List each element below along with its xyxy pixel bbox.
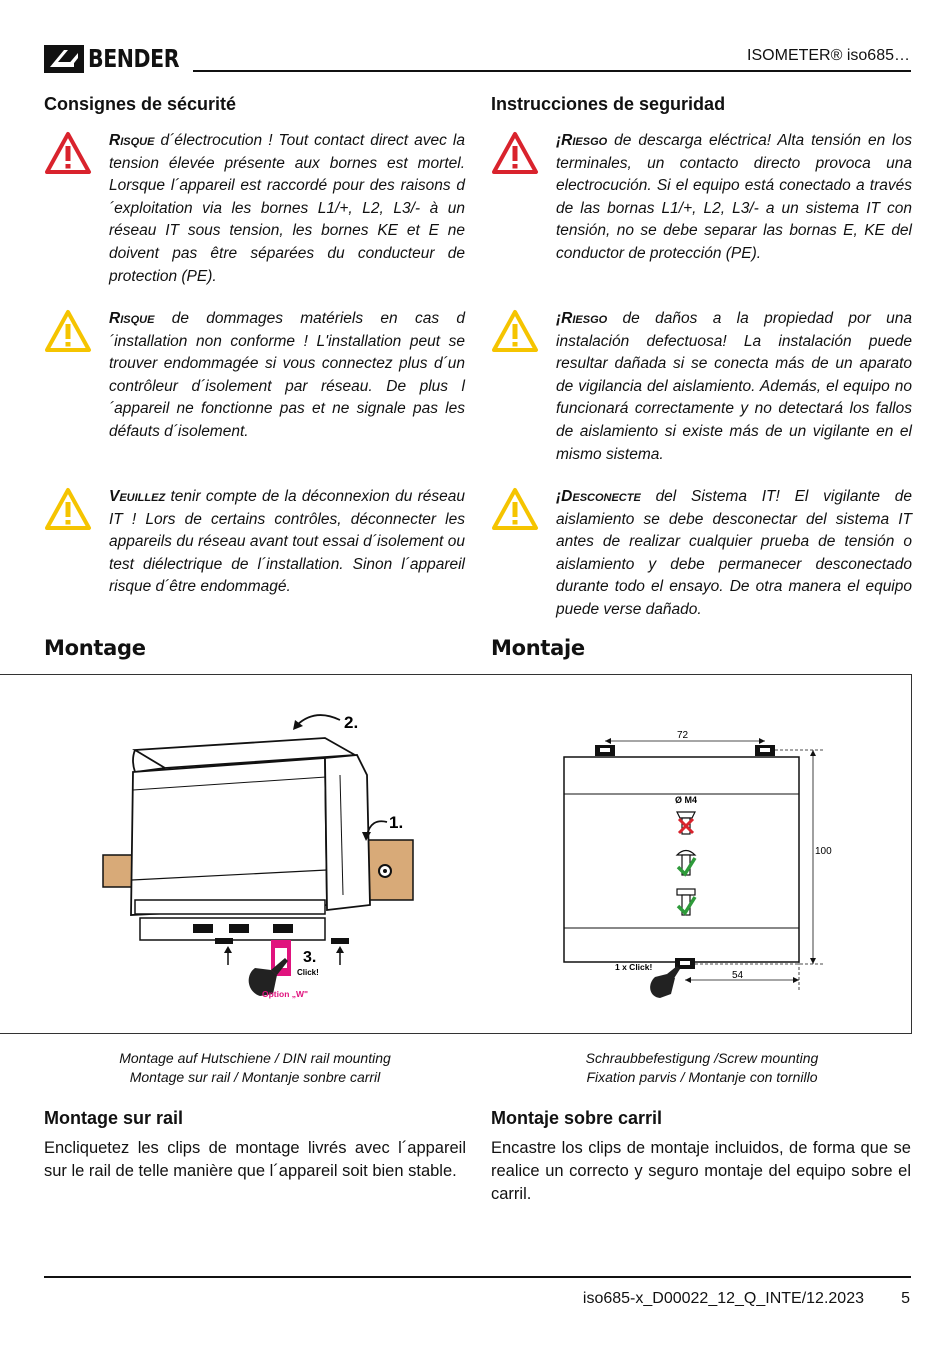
screw-mounting-illustration: [555, 722, 855, 1012]
warning-text: ¡Desconecte del Sistema IT! El vigilante de aislamiento se debe desconectar del sistema IT antes de realizar cualquier prueba de tensión o aislamiento y debe permanecer desconectado durante todo el ensayo. De otra manera el equipo puede verse dañado.: [556, 488, 912, 618]
din-rail-mounting-illustration: [95, 700, 425, 1010]
dim-offset-label: 54: [732, 970, 744, 981]
product-title: ISOMETER® iso685…: [747, 47, 910, 64]
warning-text: Risque de dommages matériels en cas d´installation non conforme ! L'installation peut se trouver endommagée si vous connectez plus d´un contrôleur d´isolement par réseau. De plus l´appareil ne fonctionne pas et ne signale pas les défauts d´isolement.: [109, 310, 465, 440]
danger-warning-icon: [44, 131, 92, 175]
warning-text: ¡Riesgo de daños a la propiedad por una instalación defectuosa! La instalación puede resultar dañada si se conecta más de un aparato de vigilancia del aislamiento. Además, el equipo no funcionará correctamente y no detectará los fallos de aislamiento si existe más de un vigilante en el mismo sistema.: [556, 310, 912, 463]
figure-caption-left: Montage auf Hutschiene / DIN rail mounting Montage sur rail / Montanje sonbre carril: [119, 1050, 391, 1085]
dim-width-label: 72: [677, 730, 689, 741]
screw-size-label: Ø M4: [675, 795, 698, 805]
caution-warning-icon: [44, 309, 92, 353]
single-click-label: 1 x Click!: [615, 962, 653, 972]
step-3-label: 3.: [303, 949, 317, 966]
safety-heading-es: Instrucciones de seguridad: [491, 94, 726, 114]
bender-logo-icon: [44, 45, 84, 73]
dim-height-label: 100: [815, 846, 832, 857]
document-id: iso685-x_D00022_12_Q_INTE/12.2023: [582, 1290, 864, 1307]
mount-heading-es: Montaje: [491, 636, 585, 660]
caution-warning-icon: [491, 487, 539, 531]
rail-heading-es: Montaje sobre carril: [491, 1108, 663, 1128]
safety-heading-fr: Consignes de sécurité: [44, 94, 237, 114]
caution-warning-icon: [491, 309, 539, 353]
rail-heading-fr: Montage sur rail: [44, 1108, 184, 1128]
step-2-label: 2.: [344, 713, 359, 732]
figure-caption-right: Schraubbefestigung /Screw mounting Fixation parvis / Montanje con tornillo: [585, 1050, 819, 1085]
page-number: 5: [901, 1290, 910, 1307]
footer-divider: [44, 1276, 911, 1278]
warning-text: Risque d´électrocution ! Tout contact direct avec la tension élevée présente aux bornes est mortel. Lorsque l´appareil est raccordé pour des raisons d´exploitation via les bornes L1/+, L2, L3/- à un réseau IT sous tension, les bornes KE et E ne doivent pas être séparées du conducteur de protection (PE).: [109, 132, 465, 285]
click-label: Click!: [297, 968, 319, 977]
header-divider: [193, 70, 911, 72]
brand-name: BENDER: [88, 44, 180, 73]
mount-heading-fr: Montage: [44, 636, 146, 660]
danger-warning-icon: [491, 131, 539, 175]
warning-text: ¡Riesgo de descarga eléctrica! Alta tensión en los terminales, un contacto directo provoca una electrocución. Si el equipo está conectado a través de las bornas L1/+, L2, L3/- a un sistema IT con tensión, no se debe separar las bornas E, KE del conductor de protección (PE).: [556, 132, 912, 262]
step-1-label: 1.: [389, 813, 404, 832]
bender-logo: [44, 44, 199, 73]
caution-warning-icon: [44, 487, 92, 531]
rail-text-fr: Encliquetez les clips de montage livrés avec l´appareil sur le rail de telle manière que l´appareil soit bien stable.: [44, 1139, 466, 1180]
warning-text: Veuillez tenir compte de la déconnexion du réseau IT ! Lors de certains contrôles, déconnecter les appareils du réseau avant tout essai d´isolement ou test diélectrique de l´installation. Sinon l´appareil risque d´être endommagé.: [109, 488, 465, 596]
option-w-label: Option „W": [262, 989, 309, 999]
rail-text-es: Encastre los clips de montaje incluidos, de forma que se realice un correcto y seguro montaje del equipo sobre el carril.: [491, 1139, 911, 1203]
